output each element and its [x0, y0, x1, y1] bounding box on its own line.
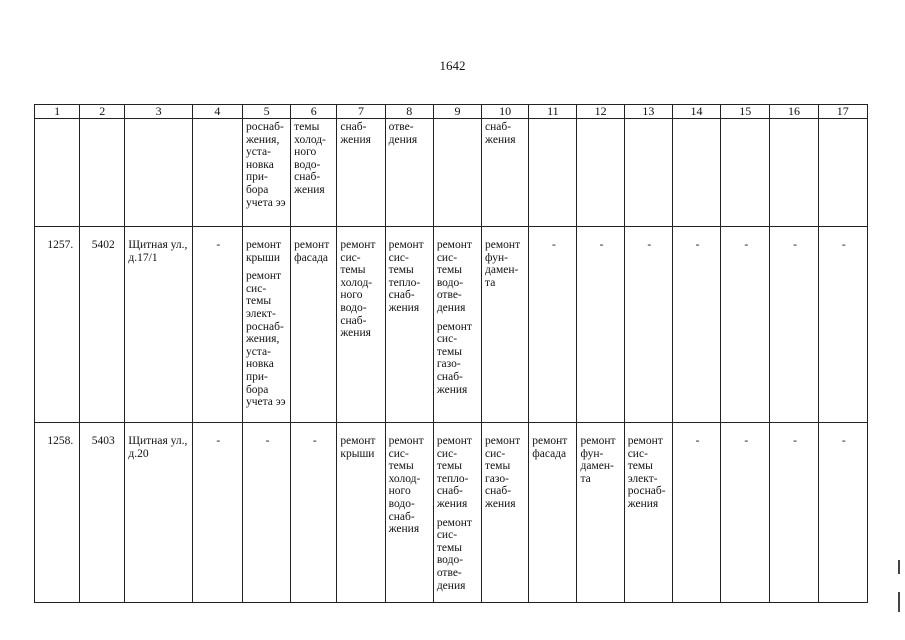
- cell-col8: [385, 119, 433, 227]
- work-item: ремонт сис- темы газо- снаб- жения: [436, 320, 472, 396]
- cell-col4: -: [192, 227, 242, 423]
- work-item: ремонт фасада: [294, 239, 330, 264]
- col-header: 14: [672, 105, 720, 119]
- cell-col5: -: [242, 423, 290, 603]
- cell-col7: [337, 227, 385, 423]
- col-header: 17: [818, 105, 867, 119]
- cell: [818, 119, 867, 227]
- cell-col14: -: [672, 423, 720, 603]
- col-header: 3: [125, 105, 192, 119]
- cell-col7: [337, 423, 385, 603]
- work-item: снаб- жения: [485, 121, 516, 146]
- address: Щитная ул., д.20: [125, 423, 192, 603]
- cell: [35, 119, 80, 227]
- cell-col9: [433, 227, 481, 423]
- cell-col10: [482, 119, 529, 227]
- work-item: ремонт сис- темы тепло- снаб- жения: [436, 435, 472, 510]
- work-item: роснаб- жения, уста- новка при- бора учета ээ: [245, 121, 286, 209]
- cell-col6: [291, 227, 337, 423]
- table-row: [35, 227, 868, 423]
- building-code: 5403: [80, 423, 125, 603]
- scan-edge-mark: [898, 592, 900, 612]
- cell-col8: [385, 227, 433, 423]
- work-item: ремонт сис- темы элект- роснаб- жения, уста- новка при- бора учета ээ: [245, 270, 286, 409]
- cell-col17: -: [818, 423, 867, 603]
- cell-col7: [337, 119, 385, 227]
- cell: [192, 119, 242, 227]
- cell-col12: [577, 423, 624, 603]
- col-header: 13: [624, 105, 672, 119]
- work-item: ремонт сис- темы водо- отве- дения: [436, 239, 472, 314]
- work-item: ремонт крыши: [245, 239, 282, 264]
- cell-col9: [433, 423, 481, 603]
- work-item: снаб- жения: [340, 121, 371, 146]
- col-header: 11: [529, 105, 577, 119]
- work-item: темы холод- ного водо- снаб- жения: [294, 121, 326, 196]
- table-row: [35, 423, 868, 603]
- col-header: 16: [770, 105, 818, 119]
- cell: [672, 119, 720, 227]
- cell: [80, 119, 125, 227]
- page-number: 1642: [439, 58, 466, 73]
- cell-col5: [242, 227, 290, 423]
- cell-col13: [624, 423, 672, 603]
- row-number: 1258.: [35, 423, 80, 603]
- work-item: ремонт сис- темы тепло- снаб- жения: [388, 239, 424, 314]
- cell: [770, 119, 818, 227]
- cell-col17: -: [818, 227, 867, 423]
- work-item: ремонт крыши: [340, 435, 376, 460]
- col-header: 12: [577, 105, 624, 119]
- cell-col6: [291, 119, 337, 227]
- col-header: 9: [433, 105, 481, 119]
- cell-col15: -: [721, 423, 770, 603]
- work-item: ремонт сис- темы холод- ного водо- снаб- жения: [340, 239, 376, 340]
- col-header: 15: [721, 105, 770, 119]
- cell-col13: -: [624, 227, 672, 423]
- col-header: 5: [242, 105, 290, 119]
- cell: [624, 119, 672, 227]
- repair-schedule-table: [34, 104, 868, 603]
- col-header: 10: [482, 105, 529, 119]
- work-item: ремонт сис- темы газо- снаб- жения: [485, 435, 521, 510]
- cell: [529, 119, 577, 227]
- continuation-row: [35, 119, 868, 227]
- cell-col11: [529, 423, 577, 603]
- column-numbers-row: [35, 105, 868, 119]
- work-item: отве- дения: [388, 121, 418, 146]
- cell-col6: -: [291, 423, 337, 603]
- col-header: 7: [337, 105, 385, 119]
- cell-col10: [482, 423, 529, 603]
- col-header: 1: [35, 105, 80, 119]
- cell-col8: [385, 423, 433, 603]
- work-item: ремонт сис- темы элект- роснаб- жения: [627, 435, 666, 510]
- scan-edge-mark: [898, 560, 900, 574]
- work-item: ремонт фун- дамен- та: [580, 435, 616, 485]
- cell-col11: -: [529, 227, 577, 423]
- work-item: ремонт сис- темы водо- отве- дения: [436, 516, 472, 592]
- address: Щитная ул., д.17/1: [125, 227, 192, 423]
- cell-col5: [242, 119, 290, 227]
- cell: [721, 119, 770, 227]
- col-header: 6: [291, 105, 337, 119]
- col-header: 8: [385, 105, 433, 119]
- cell-col14: -: [672, 227, 720, 423]
- cell-col16: -: [770, 423, 818, 603]
- cell: [433, 119, 481, 227]
- col-header: 4: [192, 105, 242, 119]
- work-item: ремонт фасада: [532, 435, 568, 460]
- cell-col4: -: [192, 423, 242, 603]
- cell: [577, 119, 624, 227]
- building-code: 5402: [80, 227, 125, 423]
- cell: [125, 119, 192, 227]
- col-header: 2: [80, 105, 125, 119]
- cell-col10: [482, 227, 529, 423]
- row-number: 1257.: [35, 227, 80, 423]
- work-item: ремонт сис- темы холод- ного водо- снаб- жения: [388, 435, 424, 536]
- cell-col15: -: [721, 227, 770, 423]
- work-item: ремонт фун- дамен- та: [485, 239, 521, 289]
- cell-col12: -: [577, 227, 624, 423]
- cell-col16: -: [770, 227, 818, 423]
